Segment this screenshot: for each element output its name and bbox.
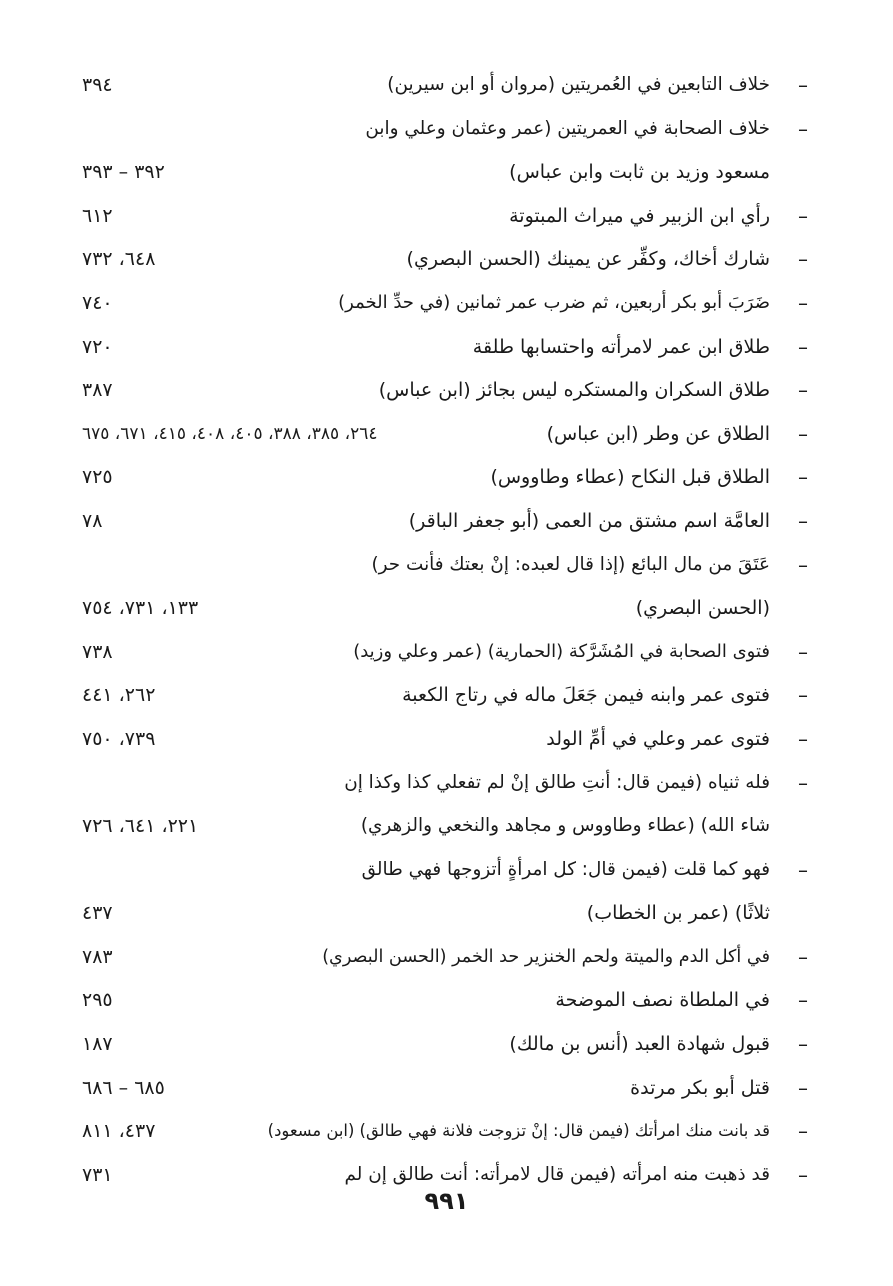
bullet-dash: –	[798, 988, 808, 1013]
entry-text: عَتَقَ من مال البائع (إذا قال لعبده: إنْ بعتك فأنت حر)	[371, 553, 770, 575]
index-row	[82, 938, 812, 982]
bullet-dash: –	[798, 770, 808, 795]
index-row	[82, 458, 812, 502]
index-row	[82, 153, 812, 197]
page-refs: ٢٩٥	[82, 989, 113, 1012]
page-refs: ٢٦٤، ٣٨٥، ٣٨٨، ٤٠٥، ٤٠٨، ٤١٥، ٦٧١، ٦٧٥	[82, 423, 378, 444]
entry-text: في أكل الدم والميتة ولحم الخنزير حد الخمر (الحسن البصري)	[322, 946, 770, 967]
entry-text: طلاق السكران والمستكره ليس بجائز (ابن عباس)	[378, 379, 770, 402]
entry-text: شاء الله) (عطاء وطاووس و مجاهد والنخعي والزهري)	[360, 815, 770, 837]
bullet-dash: –	[798, 334, 808, 359]
index-row	[82, 720, 812, 764]
entry-text: الطلاق قبل النكاح (عطاء وطاووس)	[490, 466, 770, 489]
page-refs: ٦٤٨، ٧٣٢	[82, 248, 156, 271]
page-refs: ٦١٢	[82, 204, 113, 227]
entry-text: خلاف الصحابة في العمريتين (عمر وعثمان وعلي وابن	[365, 117, 770, 139]
page-refs: ٧٢٠	[82, 335, 113, 358]
bullet-dash: –	[798, 1119, 808, 1144]
index-row	[82, 197, 812, 241]
index-row	[82, 633, 812, 677]
bullet-dash: –	[798, 378, 808, 403]
bullet-dash: –	[798, 726, 808, 751]
bullet-dash: –	[798, 1162, 808, 1187]
index-row	[82, 66, 812, 110]
index-row	[82, 589, 812, 633]
page-refs: ٧٨٣	[82, 945, 113, 968]
page-refs: ٧٣١	[82, 1163, 113, 1186]
entry-text: قتل أبو بكر مرتدة	[630, 1076, 770, 1099]
page-refs: ٢٦٢، ٤٤١	[82, 684, 156, 707]
page-refs: ٣٩٢ – ٣٩٣	[82, 161, 165, 184]
bullet-dash: –	[798, 290, 808, 315]
index-row	[82, 676, 812, 720]
entry-text: قد ذهبت منه امرأته (فيمن قال لامرأته: أنت طالق إن لم	[344, 1163, 770, 1185]
entry-text: فهو كما قلت (فيمن قال: كل امرأةٍ أتزوجها فهي طالق	[361, 858, 770, 880]
entry-text: خلاف التابعين في العُمريتين (مروان أو ابن سيرين)	[387, 74, 770, 95]
page-refs: ٧٣٨	[82, 640, 113, 663]
index-row	[82, 807, 812, 851]
entry-text: قبول شهادة العبد (أنس بن مالك)	[509, 1033, 770, 1056]
page-refs: ٣٩٤	[82, 74, 113, 96]
page-refs: ١٨٧	[82, 1033, 113, 1056]
entry-text: فله ثنياه (فيمن قال: أنتِ طالق إنْ لم تفعلي كذا وكذا إن	[344, 771, 770, 793]
index-row	[82, 240, 812, 284]
entry-text: فتوى عمر وابنه فيمن جَعَلَ ماله في رتاج الكعبة	[402, 684, 770, 707]
index-row	[82, 546, 812, 590]
entry-text: الطلاق عن وطر (ابن عباس)	[546, 422, 770, 445]
index-row	[82, 981, 812, 1025]
bullet-dash: –	[798, 944, 808, 969]
bullet-dash: –	[798, 552, 808, 577]
entry-text: في الملطاة نصف الموضحة	[555, 989, 770, 1012]
bullet-dash: –	[798, 1032, 808, 1057]
page-refs: ٧٤٠	[82, 291, 113, 314]
page-number: ٩٩١	[424, 1187, 469, 1215]
page-refs: ١٣٣، ٧٣١، ٧٥٤	[82, 597, 199, 620]
bullet-dash: –	[798, 421, 808, 446]
index-row	[82, 1112, 812, 1156]
index-row	[82, 110, 812, 154]
page-refs: ٧٣٩، ٧٥٠	[82, 727, 156, 750]
bullet-dash: –	[798, 116, 808, 141]
page-refs: ٢٢١، ٦٤١، ٧٢٦	[82, 815, 199, 838]
entry-text: (الحسن البصري)	[635, 597, 770, 620]
entry-text: مسعود وزيد بن ثابت وابن عباس)	[509, 161, 770, 184]
page-refs: ٤٣٧، ٨١١	[82, 1120, 156, 1143]
bullet-dash: –	[798, 857, 808, 882]
bullet-dash: –	[798, 465, 808, 490]
index-row	[82, 502, 812, 546]
entry-text: شارك أخاك، وكفِّر عن يمينك (الحسن البصري)	[406, 248, 770, 271]
bullet-dash: –	[798, 203, 808, 228]
entry-text: فتوى الصحابة في المُشَرَّكة (الحمارية) (عمر وعلي وزيد)	[353, 640, 770, 662]
page-refs: ٦٨٥ – ٦٨٦	[82, 1076, 165, 1099]
entry-text: ضَرَبَ أبو بكر أربعين، ثم ضرب عمر ثمانين (في حدِّ الخمر)	[338, 291, 770, 313]
entry-text: قد بانت منك امرأتك (فيمن قال: إنْ تزوجت فلانة فهي طالق) (ابن مسعود)	[267, 1121, 770, 1141]
bullet-dash: –	[798, 247, 808, 272]
page-refs: ٧٢٥	[82, 466, 113, 489]
index-row	[82, 764, 812, 808]
bullet-dash: –	[798, 73, 808, 97]
index-row	[82, 415, 812, 459]
index-list	[82, 66, 812, 1199]
index-row	[82, 1069, 812, 1113]
entry-text: رأي ابن الزبير في ميراث المبتوتة	[509, 204, 770, 227]
bullet-dash: –	[798, 508, 808, 533]
page-refs: ٣٨٧	[82, 379, 113, 402]
bullet-dash: –	[798, 1075, 808, 1100]
index-row	[82, 328, 812, 372]
index-row	[82, 1025, 812, 1069]
entry-text: طلاق ابن عمر لامرأته واحتسابها طلقة	[472, 335, 770, 358]
entry-text: ثلاثًا) (عمر بن الخطاب)	[586, 902, 770, 925]
entry-text: العامَّة اسم مشتق من العمى (أبو جعفر الباقر)	[408, 509, 770, 532]
page-refs: ٤٣٧	[82, 902, 113, 925]
index-row	[82, 284, 812, 328]
page-refs: ٧٨	[82, 509, 103, 532]
index-row	[82, 851, 812, 895]
index-row	[82, 371, 812, 415]
bullet-dash: –	[798, 639, 808, 664]
entry-text: فتوى عمر وعلي في أمِّ الولد	[546, 727, 770, 750]
index-row	[82, 894, 812, 938]
bullet-dash: –	[798, 683, 808, 708]
